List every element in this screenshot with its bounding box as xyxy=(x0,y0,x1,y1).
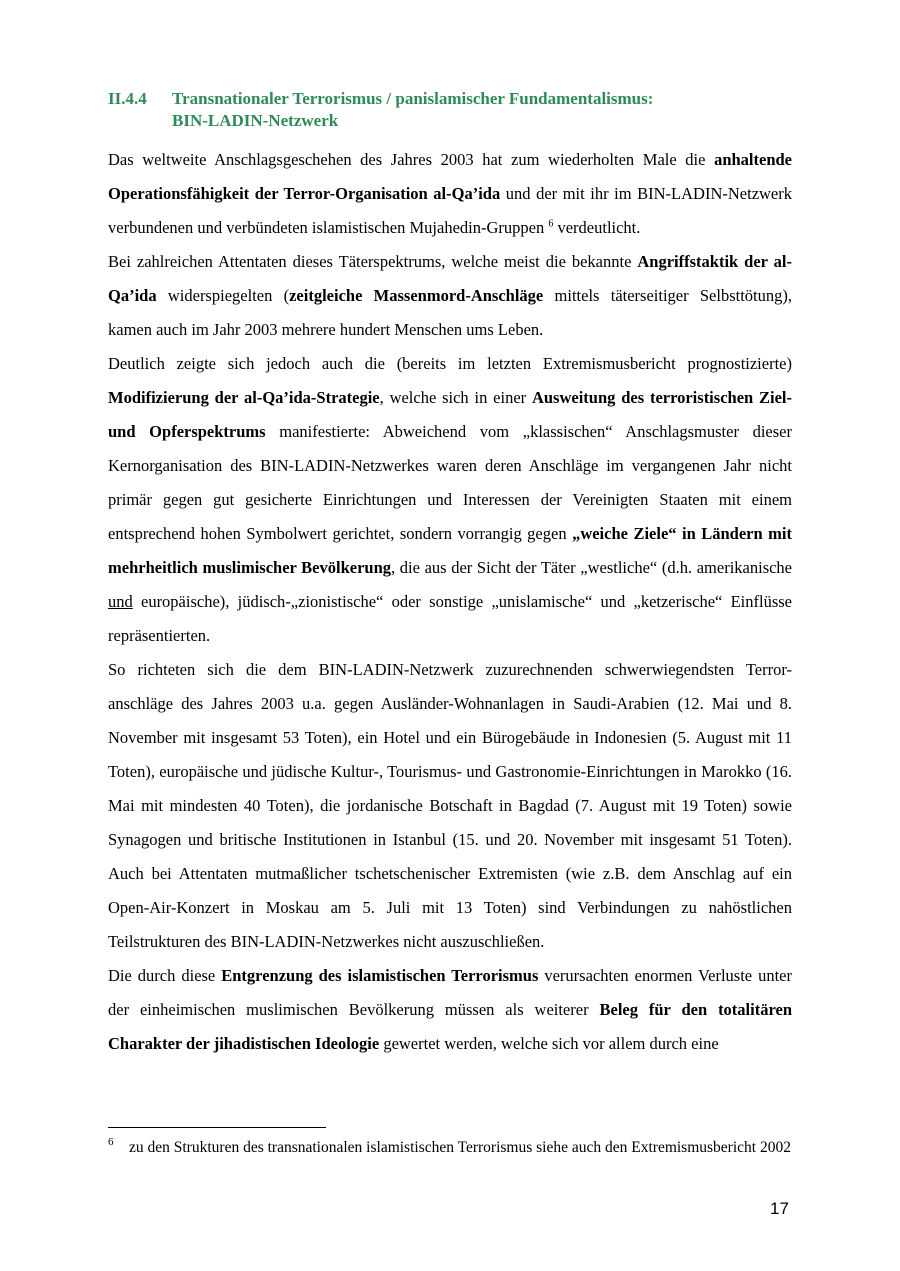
bold-run: Entgrenzung des islamistischen Terrorismus xyxy=(221,966,539,985)
footnote xyxy=(108,1133,792,1163)
bold-run: Beleg für den totalitären Charakter der jihadistischen Ideologie xyxy=(108,1000,792,1053)
footnote-mark: 6 xyxy=(108,1136,114,1148)
footnote-text: zu den Strukturen des transnationalen islamistischen Terrorismus siehe auch den Extremismusbericht 2002 xyxy=(129,1139,791,1156)
footnote-divider xyxy=(108,1127,326,1128)
paragraph-4 xyxy=(108,653,792,959)
paragraph-5 xyxy=(108,959,792,1061)
text-run: Die durch diese xyxy=(108,966,222,985)
paragraph-3 xyxy=(108,347,792,653)
paragraph-1 xyxy=(108,143,792,245)
paragraph-2 xyxy=(108,245,792,347)
bold-run: Modifizierung der al-Qa’ida-Strategie xyxy=(108,388,380,407)
section-title-line1: Transnationaler Terrorismus / panislamischer Fundamentalismus: xyxy=(172,89,654,108)
text-run: , welche sich in einer xyxy=(379,388,532,407)
text-run: verursachten enormen Verluste unter der einheimischen muslimischen Bevölkerung müssen als weiterer xyxy=(108,966,792,1019)
bold-run: anhaltende Operationsfähigkeit der Terror-Organisation al-Qa’ida xyxy=(108,150,792,203)
text-run: widerspiegelten ( xyxy=(156,286,290,305)
section-heading xyxy=(108,88,653,132)
text-run: verdeutlicht. xyxy=(553,218,641,237)
text-run: und der mit ihr im BIN-LADIN-Netzwerk verbundenen und verbündeten islamistischen Mujahedin-Gruppen xyxy=(108,184,792,237)
text-run: Das weltweite Anschlagsgeschehen des Jahres 2003 hat zum wiederholten Male die xyxy=(108,150,715,169)
bold-run: „weiche Ziele“ in Ländern mit mehrheitlich muslimischer Bevölkerung xyxy=(108,524,792,577)
section-title-line2: BIN-LADIN-Netzwerk xyxy=(172,111,339,130)
footnote-ref: 6 xyxy=(548,218,554,230)
text-run: gewertet werden, welche sich vor allem durch eine xyxy=(379,1034,719,1053)
text-run: So richteten sich die dem BIN-LADIN-Netzwerk zuzurechnenden schwerwiegendsten Terror-anschläge des Jahres 2003 u.a. gegen Ausländer-Wohnanlagen in Saudi-Arabien (12. Mai und 8. November mit insgesamt 53 Toten), ein Hotel und ein Bürogebäude in Indonesien (5. August mit 11 Toten), europäische und jüdische Kultur-, Tourismus- und Gastronomie-Einrichtungen in Marokko (16. Mai mit mindesten 40 Toten), die jordanische Botschaft in Bagdad (7. August mit 19 Toten) sowie Synagogen und britische Institutionen in Istanbul (15. und 20. November mit insgesamt 51 Toten). Auch bei Attentaten mutmaßlicher tschetschenischer Extremisten (wie z.B. dem Anschlag auf ein Open-Air-Konzert in Moskau am 5. Juli mit 13 Toten) sind Verbindungen zu nahöstlichen Teilstrukturen des BIN-LADIN-Netzwerkes nicht auszuschließen. xyxy=(108,660,792,951)
text-run: , die aus der Sicht der Täter „westliche“ (d.h. amerikanische xyxy=(391,558,793,577)
text-run: Deutlich zeigte sich jedoch auch die (bereits im letzten Extremismusbericht prognostizierte) xyxy=(108,354,792,373)
page-number: 17 xyxy=(770,1199,789,1218)
section-number: II.4.4 xyxy=(108,89,147,108)
bold-run: zeitgleiche Massenmord-Anschläge xyxy=(289,286,544,305)
text-run: europäische), jüdisch-„zionistische“ oder sonstige „unislamische“ und „ketzerische“ Einflüsse repräsentierten. xyxy=(108,592,792,645)
underlined-run: und xyxy=(108,592,133,611)
bold-run: Angriffstaktik der al-Qa’ida xyxy=(108,252,792,305)
text-run: mittels täterseitiger Selbsttötung), kamen auch im Jahr 2003 mehrere hundert Menschen ums Leben. xyxy=(108,286,793,339)
body-text xyxy=(108,143,792,1061)
bold-run: Ausweitung des terroristischen Ziel- und Opferspektrums xyxy=(108,388,793,441)
text-run: Bei zahlreichen Attentaten dieses Täterspektrums, welche meist die bekannte xyxy=(108,252,638,271)
text-run: manifestierte: Abweichend vom „klassischen“ Anschlagsmuster dieser Kernorganisation des BIN-LADIN-Netzwerkes waren deren Anschläge im vergangenen Jahr nicht primär gegen gut gesicherte Einrichtungen und Interessen der Vereinigten Staaten mit einem entsprechend hohen Symbolwert gerichtet, sondern vorrangig gegen xyxy=(108,422,792,543)
